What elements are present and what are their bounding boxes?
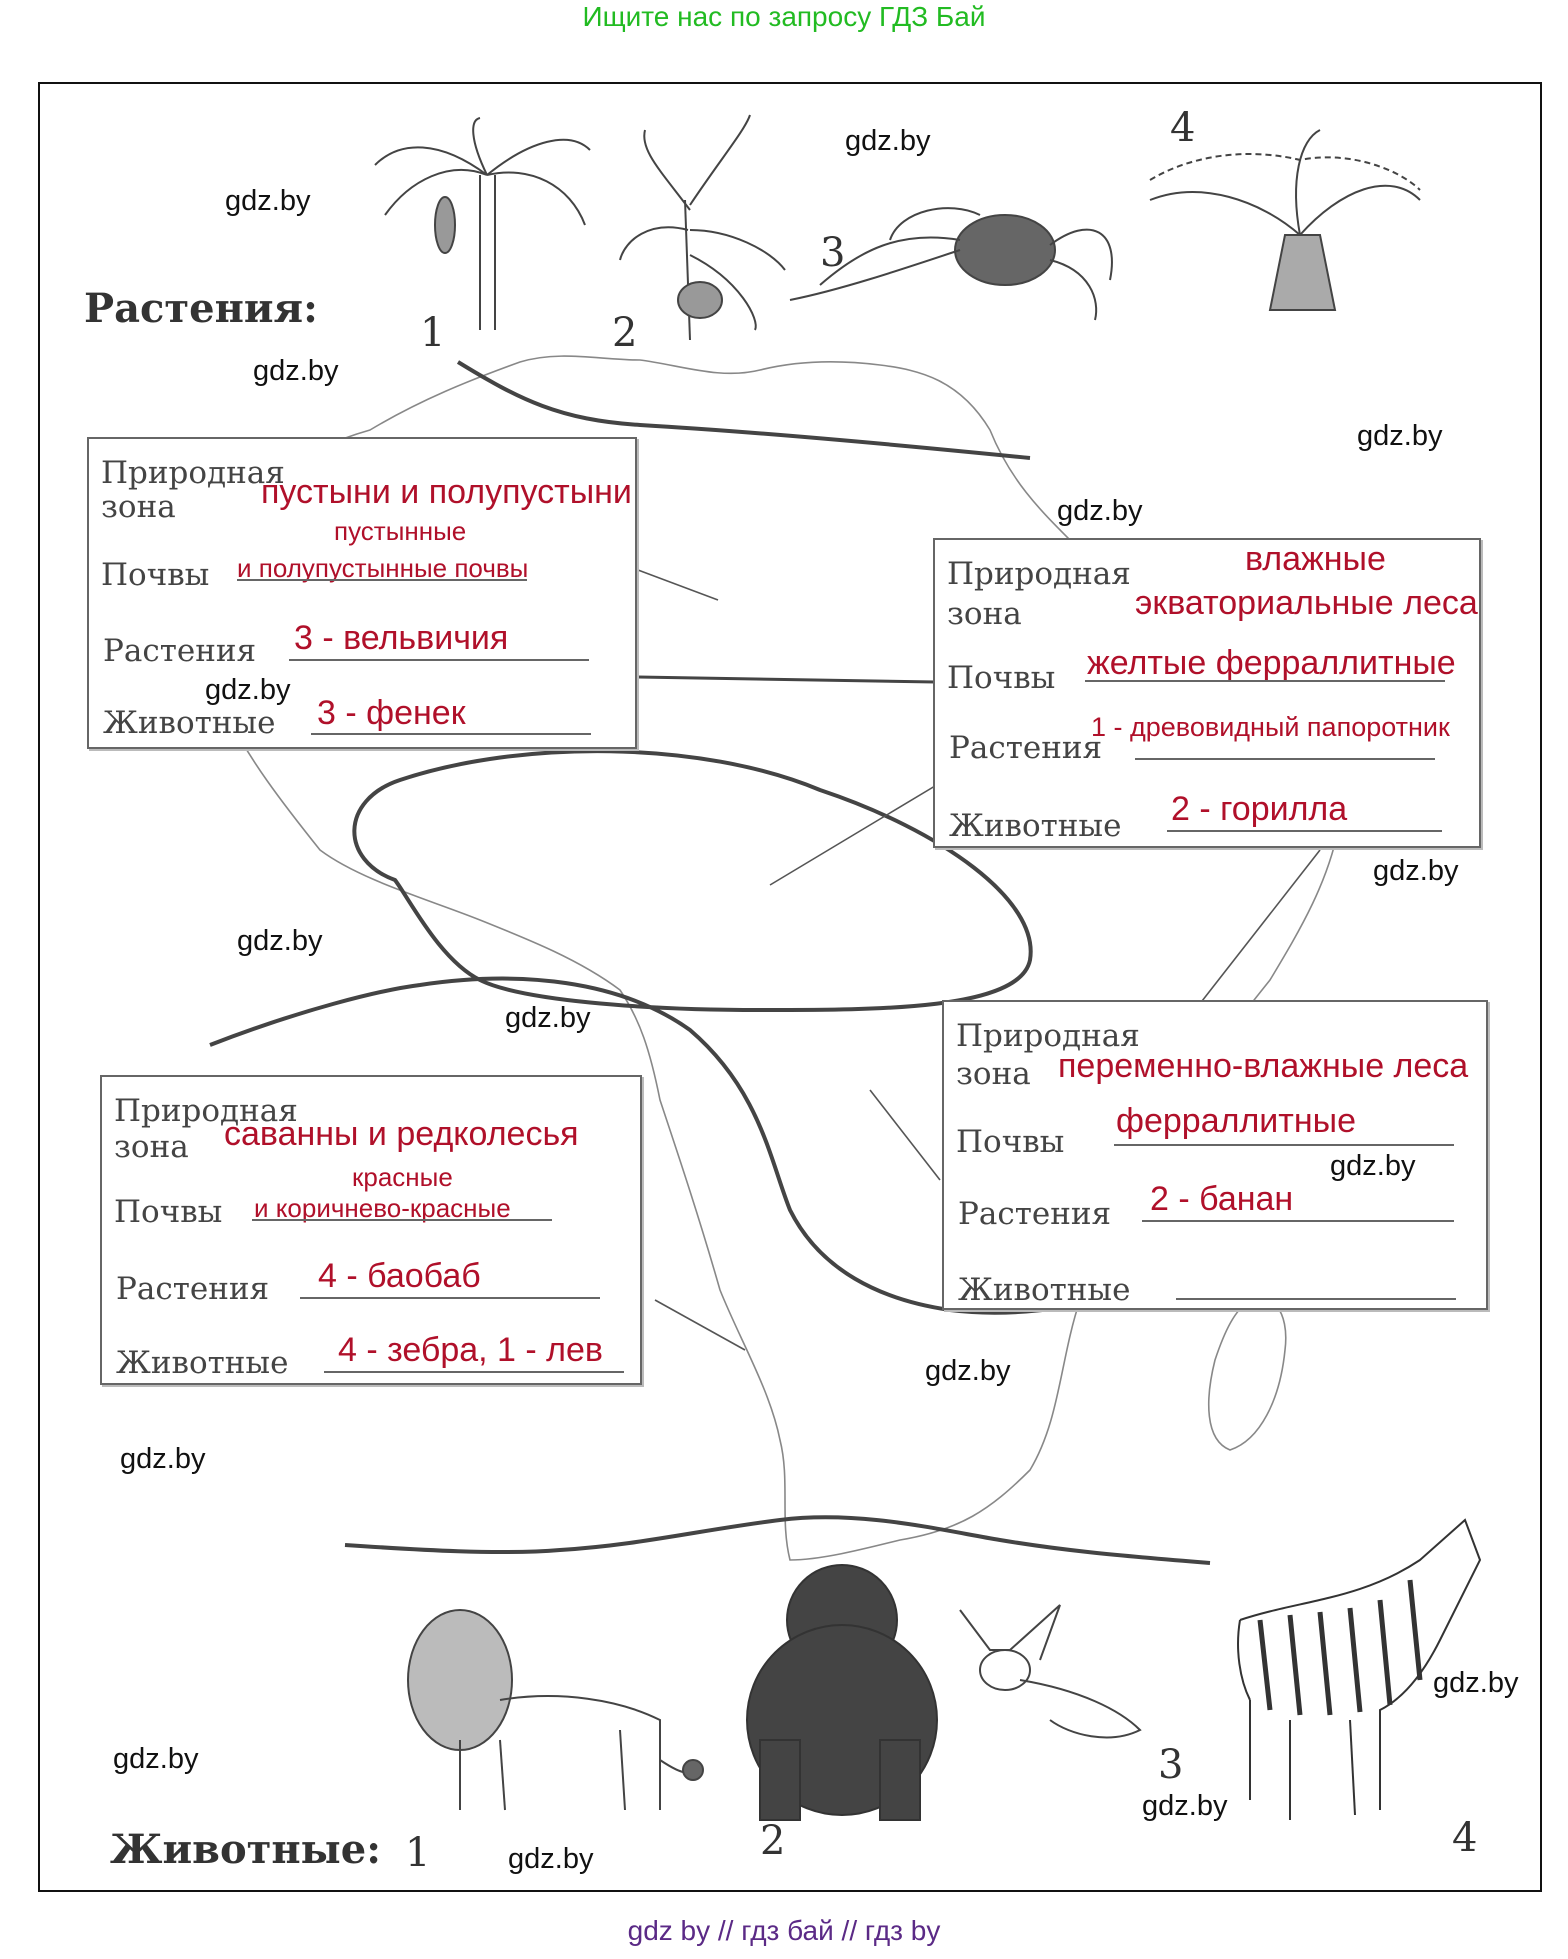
- leader-line: [870, 1090, 940, 1180]
- watermark: gdz.by: [237, 925, 323, 957]
- watermark: gdz.by: [253, 355, 339, 387]
- gorilla-icon: [747, 1565, 937, 1820]
- answer-zone-line2: экваториальные леса: [1135, 584, 1478, 622]
- plants-rule: [300, 1297, 600, 1299]
- label-zone-line1: Природная: [114, 1093, 298, 1129]
- animals-rule: [1176, 1298, 1456, 1300]
- answer-animals: 3 - фенек: [317, 694, 466, 732]
- watermark: gdz.by: [1433, 1667, 1519, 1699]
- answer-zone: переменно-влажные леса: [1058, 1047, 1469, 1085]
- plant-number-2: 2: [612, 310, 638, 356]
- label-plants: Растения: [958, 1196, 1112, 1232]
- leader-line: [638, 570, 718, 600]
- label-animals: Животные: [116, 1345, 289, 1381]
- answer-animals: 2 - горилла: [1171, 790, 1348, 828]
- watermark: gdz.by: [113, 1743, 199, 1775]
- soils-rule: [1114, 1144, 1454, 1146]
- watermark: gdz.by: [925, 1355, 1011, 1387]
- watermark: gdz.by: [1373, 855, 1459, 887]
- soils-rule: [1085, 680, 1445, 682]
- soils-underline: [252, 1219, 552, 1221]
- label-plants: Растения: [949, 730, 1103, 766]
- watermark: gdz.by: [505, 1002, 591, 1034]
- madagascar-outline: [1209, 1297, 1286, 1450]
- label-zone-line1: Природная: [101, 455, 285, 491]
- watermark: gdz.by: [1357, 420, 1443, 452]
- leader-line: [638, 677, 935, 682]
- answer-zone-line1: влажные: [1245, 540, 1386, 578]
- soils-underline: [237, 579, 527, 581]
- answer-soils-line2: и полупустынные почвы: [237, 553, 529, 583]
- label-zone-line2: зона: [947, 596, 1022, 632]
- answer-plants: 4 - баобаб: [318, 1257, 481, 1295]
- animals-rule: [1167, 830, 1442, 832]
- watermark: gdz.by: [205, 674, 291, 706]
- animals-rule: [311, 733, 591, 735]
- plants-rule: [1142, 1220, 1454, 1222]
- watermark: gdz.by: [508, 1843, 594, 1875]
- label-animals: Животные: [958, 1272, 1131, 1308]
- answer-plants: 1 - древовидный папоротник: [1091, 712, 1450, 742]
- label-soils: Почвы: [947, 660, 1056, 696]
- baobab-icon: [1150, 130, 1420, 310]
- animals-caption: Животные:: [110, 1826, 381, 1873]
- banana-palm-icon: [375, 118, 590, 330]
- label-zone-line2: зона: [114, 1129, 189, 1165]
- top-banner[interactable]: Ищите нас по запросу ГДЗ Бай: [582, 1, 986, 32]
- watermark: gdz.by: [1057, 495, 1143, 527]
- label-zone-line2: зона: [956, 1056, 1031, 1092]
- watermark: gdz.by: [845, 125, 931, 157]
- zone-boundary-south: [345, 1517, 1210, 1563]
- label-soils: Почвы: [114, 1194, 223, 1230]
- watermark: gdz.by: [1142, 1790, 1228, 1822]
- label-soils: Почвы: [956, 1124, 1065, 1160]
- footer-links[interactable]: gdz by // гдз бай // гдз by: [627, 1915, 941, 1946]
- card-desert: [87, 437, 637, 749]
- watermark: gdz.by: [225, 185, 311, 217]
- label-animals: Животные: [949, 808, 1122, 844]
- animal-number-4: 4: [1452, 1815, 1478, 1861]
- plants-caption: Растения:: [84, 285, 318, 332]
- answer-plants: 3 - вельвичия: [294, 619, 509, 657]
- label-zone-line1: Природная: [956, 1018, 1140, 1054]
- answer-soils-line2: и коричнево-красные: [254, 1193, 511, 1223]
- label-animals: Животные: [103, 705, 276, 741]
- lion-icon: [408, 1610, 703, 1810]
- answer-animals: 4 - зебра, 1 - лев: [338, 1331, 603, 1369]
- leader-line: [655, 1300, 745, 1350]
- label-zone-line2: зона: [101, 489, 176, 525]
- banana-plant-icon: [620, 115, 785, 340]
- label-plants: Растения: [103, 633, 257, 669]
- plant-number-4: 4: [1170, 105, 1196, 151]
- plant-number-1: 1: [420, 310, 446, 356]
- fennec-icon: [960, 1605, 1140, 1737]
- answer-soils: ферраллитные: [1116, 1102, 1356, 1140]
- animal-number-1: 1: [405, 1830, 431, 1876]
- plants-rule: [289, 659, 589, 661]
- plants-rule: [1135, 758, 1435, 760]
- card-rainforest: [933, 538, 1481, 848]
- answer-zone: саванны и редколесья: [224, 1115, 579, 1153]
- card-savanna: [100, 1075, 642, 1385]
- watermark: gdz.by: [1330, 1150, 1416, 1182]
- answer-soils-line1: пустынные: [334, 516, 467, 546]
- animal-number-3: 3: [1158, 1742, 1184, 1788]
- label-plants: Растения: [116, 1271, 270, 1307]
- leader-line: [1195, 850, 1320, 1010]
- label-zone-line1: Природная: [947, 556, 1131, 592]
- watermark: gdz.by: [120, 1443, 206, 1475]
- answer-zone: пустыни и полупустыни: [261, 473, 632, 511]
- answer-soils: желтые ферраллитные: [1087, 644, 1456, 682]
- animals-rule: [324, 1371, 624, 1373]
- plant-number-3: 3: [820, 230, 846, 276]
- answer-plants: 2 - банан: [1150, 1180, 1294, 1218]
- answer-soils-line1: красные: [352, 1162, 453, 1192]
- animal-number-2: 2: [760, 1818, 786, 1864]
- label-soils: Почвы: [101, 557, 210, 593]
